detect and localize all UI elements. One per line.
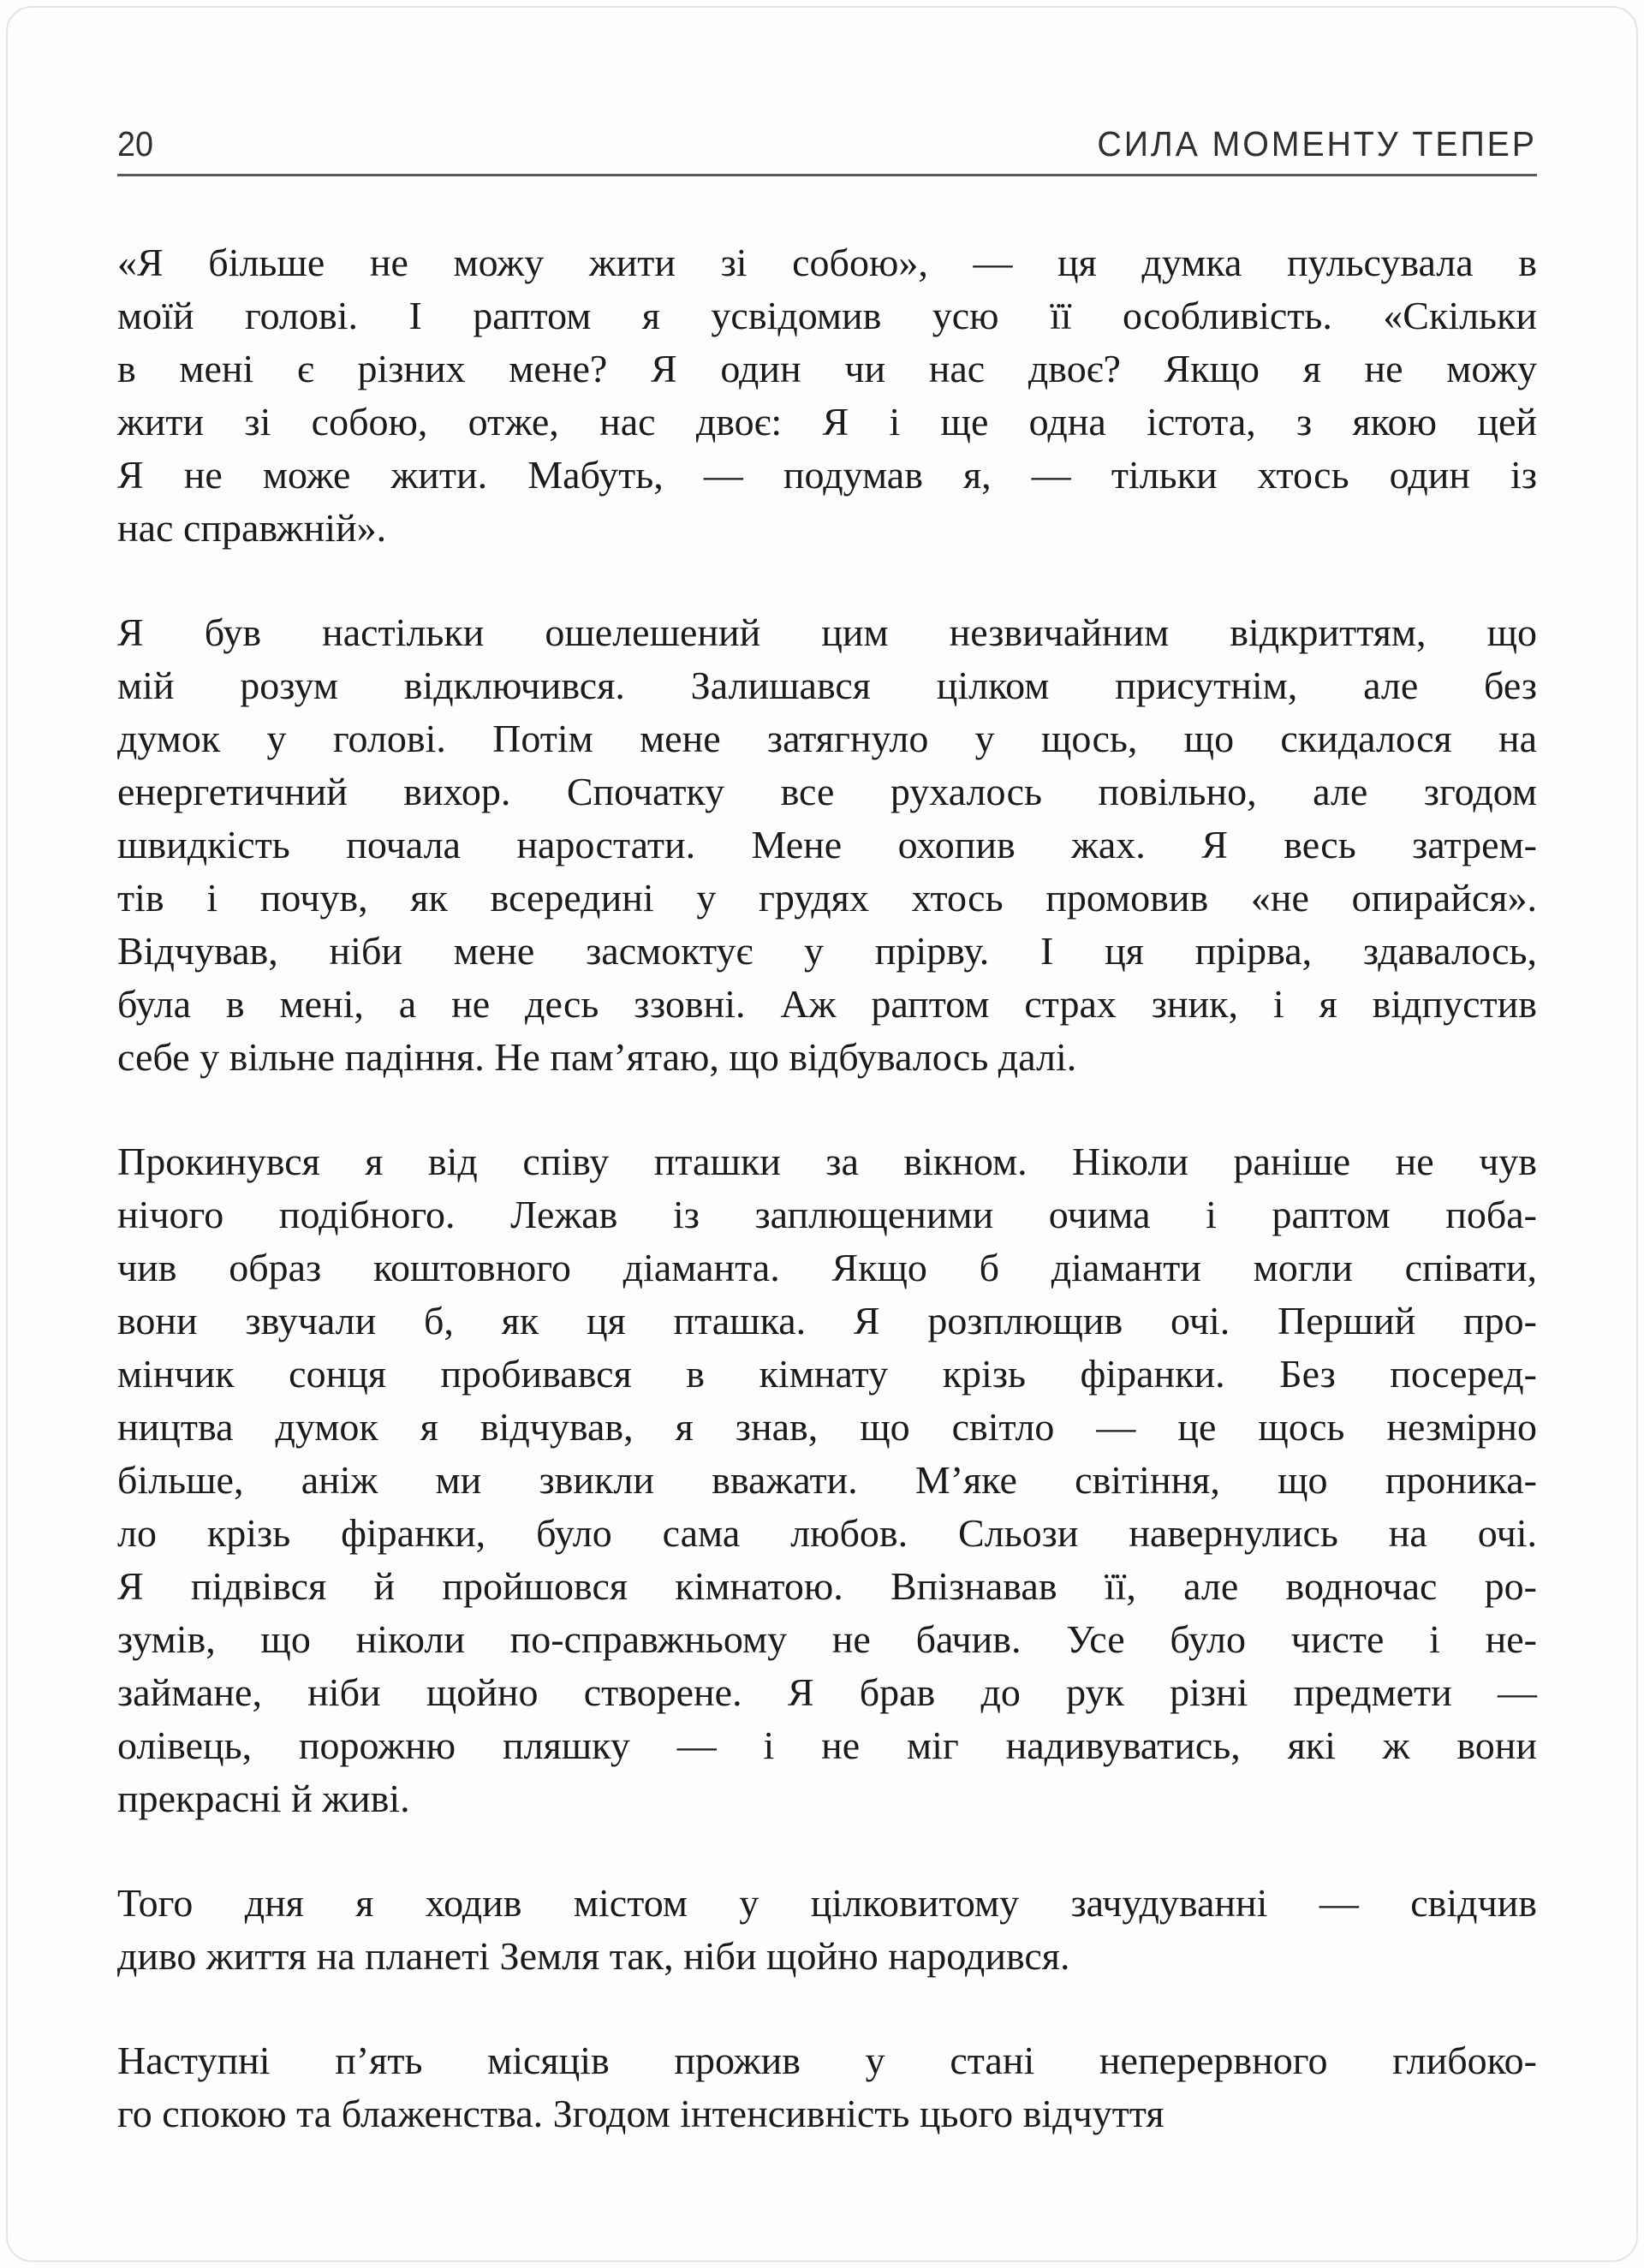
text-line: Я був настільки ошелешений цим незвичайним відкриттям, що xyxy=(117,610,1537,654)
text-line: Я не може жити. Мабуть, — подумав я, — тільки хтось один із xyxy=(117,453,1537,497)
text-line: в мені є різних мене? Я один чи нас двоє? Якщо я не можу xyxy=(117,347,1537,390)
text-line: думок у голові. Потім мене затягнуло у щось, що скидалося на xyxy=(117,717,1537,760)
text-line: нас справжній». xyxy=(117,506,387,550)
text-line: швидкість почала наростати. Мене охопив жах. Я весь затрем- xyxy=(117,823,1537,866)
text-line: ло крізь фіранки, було сама любов. Сльози навернулись на очі. xyxy=(117,1511,1537,1555)
page-header xyxy=(117,124,1537,164)
paragraph xyxy=(117,1135,1537,1825)
text-line: чив образ коштовного діаманта. Якщо б діаманти могли співати, xyxy=(117,1246,1537,1289)
text-line: Я підвівся й пройшовся кімнатою. Впізнавав її, але водночас ро- xyxy=(117,1564,1537,1608)
page-number: 20 xyxy=(117,124,153,164)
text-line: мінчик сонця пробивався в кімнату крізь фіранки. Без посеред- xyxy=(117,1352,1537,1396)
page-content xyxy=(117,124,1537,2140)
text-line: вони звучали б, як ця пташка. Я розплющив очі. Перший про- xyxy=(117,1299,1537,1342)
header-rule xyxy=(117,174,1537,176)
text-line: зумів, що ніколи по-справжньому не бачив. Усе було чисте і не- xyxy=(117,1617,1537,1661)
text-line: Того дня я ходив містом у цілковитому зачудуванні — свідчив xyxy=(117,1881,1537,1925)
text-line: жити зі собою, отже, нас двоє: Я і ще одна істота, з якою цей xyxy=(117,400,1537,443)
text-line: мій розум відключився. Залишався цілком присутнім, але без xyxy=(117,664,1537,707)
text-line: Наступні п’ять місяців прожив у стані неперервного глибоко- xyxy=(117,2039,1537,2082)
text-line: прекрасні й живі. xyxy=(117,1777,410,1820)
text-line: займане, ніби щойно створене. Я брав до рук різні предмети — xyxy=(117,1670,1537,1714)
text-line: більше, аніж ми звикли вважати. М’яке світіння, що проника- xyxy=(117,1458,1537,1502)
text-line: тів і почув, як всередині у грудях хтось промовив «не опирайся». xyxy=(117,876,1537,920)
text-line: олівець, порожню пляшку — і не міг надивуватись, які ж вони xyxy=(117,1723,1537,1767)
running-title: СИЛА МОМЕНТУ ТЕПЕР xyxy=(1097,124,1537,164)
paragraph xyxy=(117,1877,1537,1983)
text-line: Відчував, ніби мене засмоктує у прірву. І ця прірва, здавалось, xyxy=(117,929,1537,973)
text-line: «Я більше не можу жити зі собою», — ця думка пульсувала в xyxy=(117,241,1537,284)
paragraph xyxy=(117,2034,1537,2140)
text-line: Прокинувся я від співу пташки за вікном. Ніколи раніше не чув xyxy=(117,1140,1537,1183)
paragraph xyxy=(117,236,1537,555)
text-line: диво життя на планеті Земля так, ніби щойно народився. xyxy=(117,1934,1070,1978)
paragraph xyxy=(117,606,1537,1084)
text-line: була в мені, а не десь ззовні. Аж раптом страх зник, і я відпустив xyxy=(117,982,1537,1026)
text-line: нічого подібного. Лежав із заплющеними очима і раптом поба- xyxy=(117,1193,1537,1236)
text-line: го спокою та блаженства. Згодом інтенсивність цього відчуття xyxy=(117,2092,1164,2135)
text-line: моїй голові. І раптом я усвідомив усю її особливість. «Скільки xyxy=(117,294,1537,337)
text-line: ництва думок я відчував, я знав, що світло — це щось незмірно xyxy=(117,1405,1537,1449)
text-line: себе у вільне падіння. Не пам’ятаю, що відбувалось далі. xyxy=(117,1035,1077,1079)
text-line: енергетичний вихор. Спочатку все рухалось повільно, але згодом xyxy=(117,770,1537,813)
page-body xyxy=(117,236,1537,2140)
